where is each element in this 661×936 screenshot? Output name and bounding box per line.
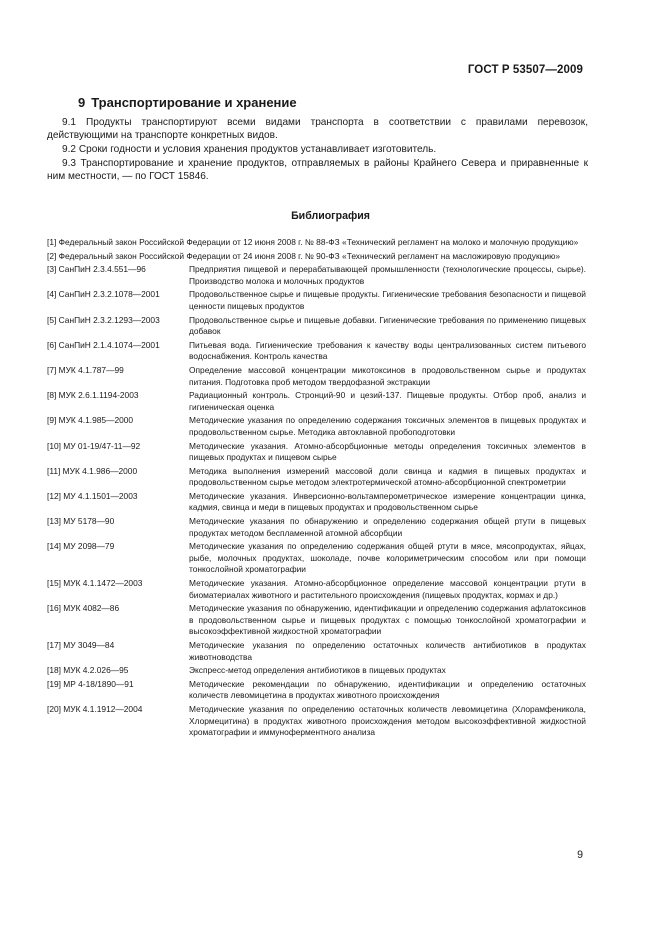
bibliography-entry-description: Продовольственное сырье и пищевые продукты. Гигиенические требования безопасности и пищевой ценности пищевых продуктов	[189, 289, 586, 311]
bibliography-entry-description: Методические указания. Атомно-абсорбционные методы определения токсичных элементов в пищевых продуктах и пищевом сырье	[189, 440, 586, 463]
section-number: 9	[78, 95, 86, 110]
bibliography-entry-code: [10] МУ 01-19/47-11—92	[47, 440, 141, 451]
bibliography-entry-description: Методические указания по обнаружению, идентификации и определению содержания афлатоксинов в продовольственном сырье и пищевых продуктах с помощью тонкослойной хроматографии и высокоэффективной жидкостной хроматографии	[189, 603, 586, 637]
bibliography-entry	[47, 578, 586, 601]
bibliography-title: Библиография	[291, 210, 370, 222]
bibliography-entry	[47, 704, 586, 739]
bibliography-entry	[47, 390, 586, 413]
bibliography-entry	[47, 640, 586, 663]
bibliography-entry-description: Методические указания по обнаружению и определению содержания общей ртути в пищевых продуктах методом беспламенной атомной абсорбции	[189, 516, 586, 538]
bibliography-entry-description: Методические указания по определению остаточных количеств левомицетина (Хлорамфеникола, Хлормецитина) в продуктах животного происхождения методом высокоэффективной жидкостной хроматографии и иммуноферментного анализа	[189, 703, 586, 738]
bibliography-entry-code: [6] СанПиН 2.1.4.1074—2001	[47, 339, 160, 350]
bibliography-entry-code: [20] МУК 4.1.1912—2004	[47, 703, 143, 714]
bibliography-entry-description: Экспресс-метод определения антибиотиков в пищевых продуктах	[189, 665, 446, 676]
bibliography-entry-code: [4] СанПиН 2.3.2.1078—2001	[47, 289, 160, 300]
bibliography-entry	[47, 541, 586, 576]
bibliography-entry-code: [7] МУК 4.1.787—99	[47, 364, 124, 375]
bibliography-entry-description: Методические указания по определению содержания общей ртути в мясе, мясопродуктах, яйцах, рыбе, молочных продуктах, шоколаде, почве колориметрическим способом или при помощи тонкослойной хроматографии	[189, 541, 586, 575]
bibliography-entry	[47, 315, 586, 338]
bibliography-entry	[47, 365, 586, 388]
bibliography-entry-description: Радиационный контроль. Стронций-90 и цезий-137. Пищевые продукты. Отбор проб, анализ и гигиеническая оценка	[189, 390, 586, 412]
bibliography-entry-code: [13] МУ 5178—90	[47, 516, 115, 527]
bibliography-entry-description: Определение массовой концентрации микотоксинов в продовольственном сырье и продуктах питания. Подготовка проб методом твердофазной экстракции	[189, 364, 586, 387]
bibliography-entry	[47, 441, 586, 464]
bibliography-entry-description: Методические указания по определению содержания токсичных элементов в пищевых продуктах и продовольственном сырье. Методика автоклавной пробоподготовки	[189, 415, 586, 437]
bibliography-entry-description: Методические указания. Инверсионно-вольтамперометрическое измерение концентрации цинка, кадмия, свинца и меди в пищевых продуктах и продовольственном сырье	[189, 490, 586, 513]
bibliography-entry	[47, 665, 586, 677]
section-heading	[78, 95, 297, 110]
bibliography-entry-code: [15] МУК 4.1.1472—2003	[47, 578, 143, 589]
bibliography-entry	[47, 415, 586, 438]
bibliography-entry-description: Методические рекомендации по обнаружению, идентификации и определению остаточных количеств левомицетина в продуктах животного происхождения	[189, 678, 586, 701]
bibliography-entry-code: [17] МУ 3049—84	[47, 640, 115, 650]
bibliography-entry-description: Методические указания по определению остаточных количеств антибиотиков в продуктах животноводства	[189, 640, 586, 662]
bibliography-list	[47, 237, 586, 741]
bibliography-entry-code: [3] СанПиН 2.3.4.551—96	[47, 264, 146, 275]
bibliography-entry	[47, 491, 586, 514]
bibliography-entry-code: [18] МУК 4.2.026—95	[47, 665, 129, 676]
bibliography-entry: [1] Федеральный закон Российской Федерации от 12 июня 2008 г. № 88-ФЗ «Технический регламент на молоко и молочную продукцию»	[47, 237, 579, 247]
bibliography-entry-code: [9] МУК 4.1.985—2000	[47, 415, 134, 426]
section-body	[47, 116, 588, 184]
paragraph-9-3: 9.3 Транспортирование и хранение продуктов, отправляемых в районы Крайнего Севера и приравненные к ним местности, — по ГОСТ 15846.	[47, 158, 588, 183]
bibliography-entry-description: Методика выполнения измерений массовой доли свинца и кадмия в пищевых продуктах и продовольственном сырье методом электротермической атомно-абсорбционной спектрометрии	[189, 465, 586, 488]
page-number: 9	[577, 849, 583, 861]
paragraph-9-2: 9.2 Сроки годности и условия хранения продуктов устанавливает изготовитель.	[62, 144, 437, 156]
bibliography-entry	[47, 679, 586, 702]
bibliography-entries	[47, 264, 586, 739]
bibliography-entry-code: [11] МУК 4.1.986—2000	[47, 465, 138, 476]
bibliography-entry	[47, 340, 586, 363]
bibliography-entry-code: [16] МУК 4082—86	[47, 603, 120, 614]
section-title: Транспортирование и хранение	[91, 95, 297, 110]
bibliography-entry-description: Питьевая вода. Гигиенические требования к качеству воды централизованных систем питьевого водоснабжения. Контроль качества	[189, 339, 586, 362]
bibliography-entry	[47, 603, 586, 638]
bibliography-entry: [2] Федеральный закон Российской Федерации от 24 июня 2008 г. № 90-ФЗ «Технический регламент на масложировую продукцию»	[47, 250, 561, 261]
bibliography-entry-code: [19] МР 4-18/1890—91	[47, 678, 134, 689]
bibliography-entry	[47, 466, 586, 489]
bibliography-entry	[47, 264, 586, 287]
bibliography-entry-code: [5] СанПиН 2.3.2.1293—2003	[47, 314, 160, 325]
bibliography-entry-description: Методические указания. Атомно-абсорбционное определение массовой концентрации ртути в биоматериалах животного и растительного происхождения (пищевых продуктах, кормах и др.)	[189, 578, 586, 600]
bibliography-entry	[47, 289, 586, 312]
bibliography-entry-code: [14] МУ 2098—79	[47, 541, 115, 552]
bibliography-entry-code: [12] МУ 4.1.1501—2003	[47, 490, 138, 501]
bibliography-entry-description: Продовольственное сырье и пищевые добавки. Гигиенические требования по применению пищевых добавок	[189, 314, 586, 337]
paragraph-9-1: 9.1 Продукты транспортируют всеми видами транспорта в соответствии с правилами перевозок, действующими на транспорте конкретных видов.	[47, 117, 588, 142]
standard-designation: ГОСТ Р 53507—2009	[467, 64, 583, 76]
bibliography-entry-code: [8] МУК 2.6.1.1194-2003	[47, 390, 139, 401]
bibliography-entry-description: Предприятия пищевой и перерабатывающей промышленности (технологические процессы, сырье). Производство молока и молочных продуктов	[189, 264, 586, 286]
bibliography-entry	[47, 516, 586, 539]
